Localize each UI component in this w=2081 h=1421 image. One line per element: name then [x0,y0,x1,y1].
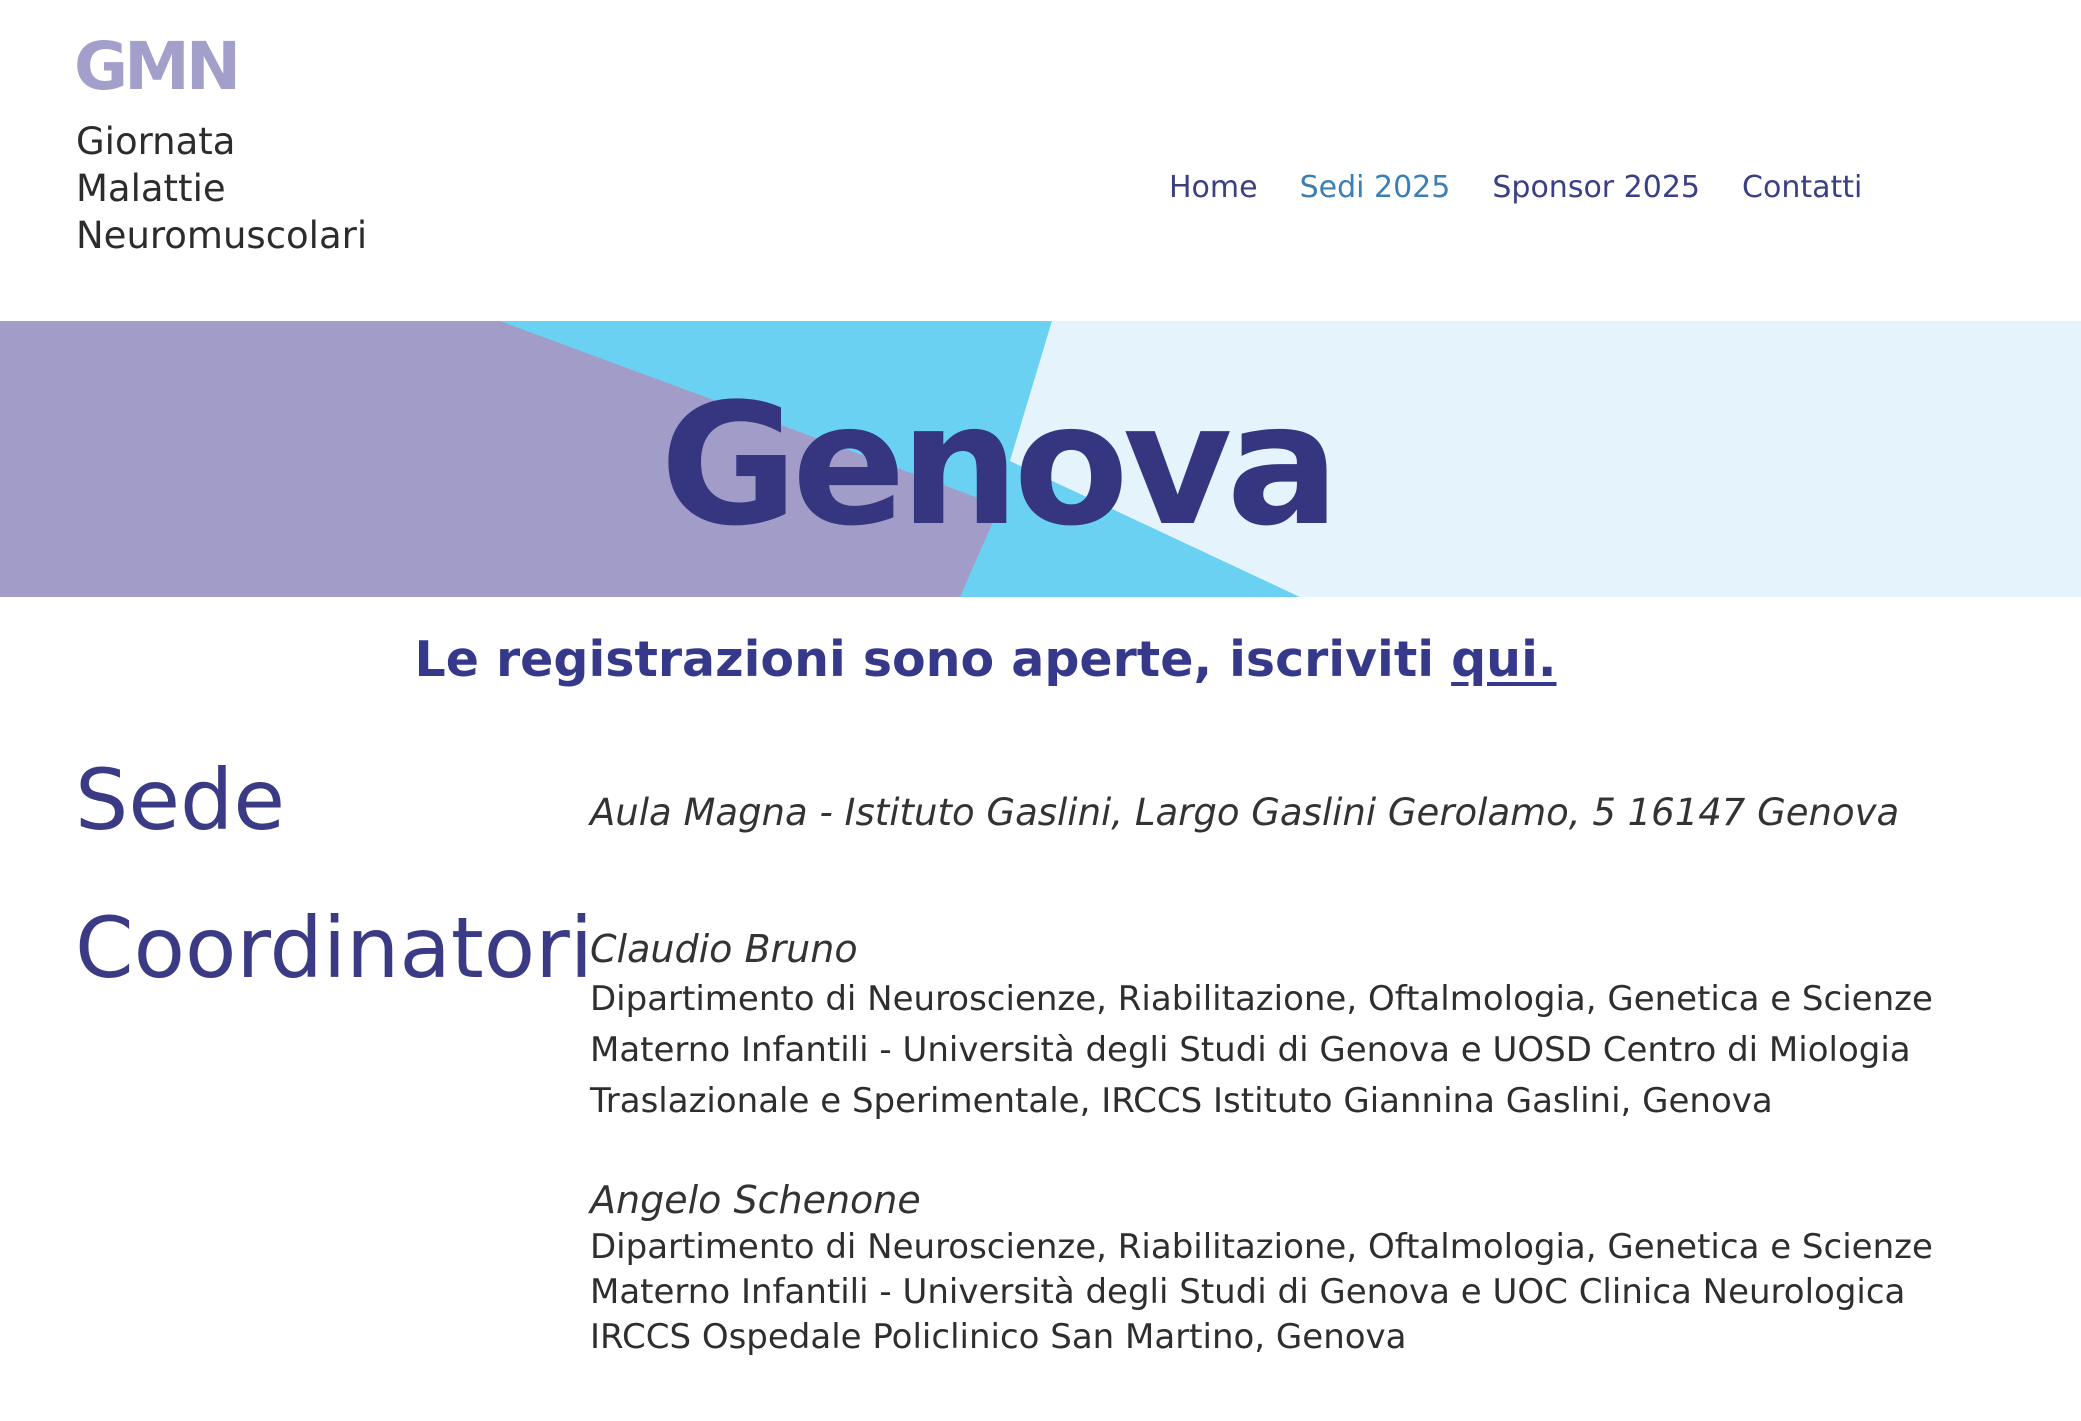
site-subtitle-line: Neuromuscolari [76,214,368,257]
affiliation-line: Traslazionale e Sperimentale, IRCCS Istituto Giannina Gaslini, Genova [590,1081,1773,1121]
registration-text: Le registrazioni sono aperte, iscriviti [414,631,1452,688]
site-subtitle-line: Giornata [76,120,236,163]
registration-link[interactable]: qui. [1451,631,1557,688]
registration-notice [0,630,2081,690]
site-subtitle[interactable] [76,118,367,259]
banner-title: Genova [660,367,1334,563]
nav-item-sponsor-2025[interactable]: Sponsor 2025 [1492,170,1701,205]
affiliation-line: IRCCS Ospedale Policlinico San Martino, Genova [590,1317,1407,1357]
nav-item-contatti[interactable]: Contatti [1742,170,1863,205]
main-nav [1169,168,1904,208]
coordinator-name: Claudio Bruno [590,927,858,971]
coordinator-affiliation [590,1225,1933,1360]
sede-address: Aula Magna - Istituto Gaslini, Largo Gaslini Gerolamo, 5 16147 Genova [590,791,1900,834]
affiliation-line: Materno Infantili - Università degli Studi di Genova e UOSD Centro di Miologia [590,1030,1911,1070]
affiliation-line: Materno Infantili - Università degli Studi di Genova e UOC Clinica Neurologica [590,1272,1906,1312]
coordinator-affiliation [590,974,1933,1127]
coordinatori-heading: Coordinatori [75,899,594,997]
coordinator-name: Angelo Schenone [590,1178,921,1222]
nav-item-home[interactable]: Home [1169,170,1258,205]
site-logo[interactable]: GMN [74,28,238,105]
affiliation-line: Dipartimento di Neuroscienze, Riabilitazione, Oftalmologia, Genetica e Scienze [590,1227,1933,1267]
sede-heading: Sede [75,751,285,849]
affiliation-line: Dipartimento di Neuroscienze, Riabilitazione, Oftalmologia, Genetica e Scienze [590,979,1933,1019]
site-subtitle-line: Malattie [76,167,226,210]
nav-item-sedi-2025[interactable]: Sedi 2025 [1299,170,1451,205]
hero-banner [0,321,2081,597]
coordinator-entry [590,924,1933,1127]
coordinator-entry [590,1175,1933,1360]
